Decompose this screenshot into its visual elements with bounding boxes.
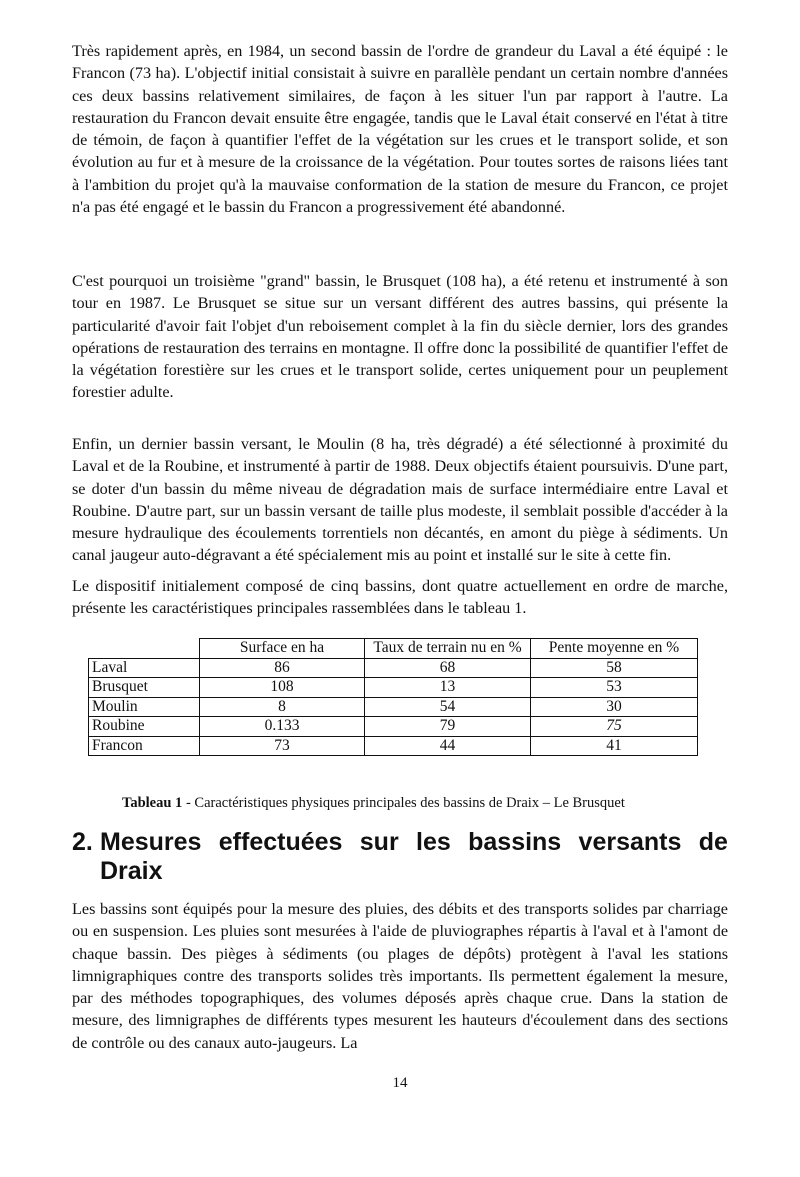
table-cell-slope: 58	[531, 658, 698, 678]
table-header-slope: Pente moyenne en %	[531, 639, 698, 659]
section-heading-word: bassins	[468, 828, 562, 856]
table-cell-basin: Francon	[89, 736, 200, 756]
table-cell-bare-ground: 13	[365, 678, 531, 698]
table-cell-slope: 41	[531, 736, 698, 756]
table-caption-text: - Caractéristiques physiques principales des bassins de Draix – Le Brusquet	[182, 795, 625, 811]
table-cell-basin: Moulin	[89, 697, 200, 717]
table-caption-label: Tableau 1	[122, 795, 183, 811]
table-cell-slope: 75	[531, 717, 698, 737]
table-header-empty	[89, 639, 200, 659]
table-header-surface: Surface en ha	[200, 639, 365, 659]
section-heading-line2: Draix	[100, 857, 163, 885]
table-cell-bare-ground: 54	[365, 697, 531, 717]
table-cell-basin: Roubine	[89, 717, 200, 737]
table-row	[89, 678, 698, 698]
table-cell-surface: 86	[200, 658, 365, 678]
table-cell-slope: 30	[531, 697, 698, 717]
table-cell-bare-ground: 44	[365, 736, 531, 756]
table-cell-basin: Laval	[89, 658, 200, 678]
section-heading	[72, 828, 728, 886]
section-heading-word: effectuées	[218, 828, 343, 856]
table-cell-bare-ground: 79	[365, 717, 531, 737]
table-row	[89, 658, 698, 678]
section-heading-word: 2. Mesures	[72, 828, 202, 856]
table-cell-surface: 73	[200, 736, 365, 756]
paragraph-moulin: Enfin, un dernier bassin versant, le Moulin (8 ha, très dégradé) a été sélectionné à proximité du Laval et de la Roubine, et instrumenté à partir de 1988. Deux objectifs étaient poursuivis. D'une part, se doter d'un bassin du même niveau de dégradation mais de surface intermédiaire entre Laval et Roubine. D'autre part, sur un bassin versant de taille plus modeste, il semblait possible d'accéder à la mesure hydraulique des écoulements torrentiels non décantés, en amont du piège à sédiments. Un canal jaugeur auto-dégravant a été spécialement mis au point et installé sur le site à cette fin.	[72, 435, 728, 565]
section-heading-word: sur	[359, 828, 399, 856]
table-row	[89, 717, 698, 737]
table-cell-slope: 53	[531, 678, 698, 698]
paragraph-dispositif: Le dispositif initialement composé de cinq bassins, dont quatre actuellement en ordre de marche, présente les caractéristiques principales rassemblées dans le tableau 1.	[72, 577, 728, 618]
section-heading-word: de	[698, 828, 728, 856]
table-caption	[122, 792, 625, 814]
table-header-bare-ground: Taux de terrain nu en %	[365, 639, 531, 659]
table-row	[89, 697, 698, 717]
section-heading-word: les	[416, 828, 451, 856]
table-cell-surface: 0.133	[200, 717, 365, 737]
paragraph-francon: Très rapidement après, en 1984, un second bassin de l'ordre de grandeur du Laval a été équipé : le Francon (73 ha). L'objectif initial consistait à suivre en parallèle pendant un certain nombre d'années ces deux bassins relativement similaires, de façon à les situer l'un par rapport à l'autre. La restauration du Francon devait ensuite être engagée, tandis que le Laval était conservé en l'état à titre de témoin, de façon à quantifier l'effet de la végétation sur les crues et le transport solide, et son évolution au fur et à mesure de la croissance de la végétation. Pour toutes sortes de raisons liées tant à l'ambition du projet qu'à la mauvaise conformation de la station de mesure du Francon, ce projet n'a pas été engagé et le bassin du Francon a progressivement été abandonné.	[72, 42, 728, 217]
basin-characteristics-table	[88, 638, 698, 756]
paragraph-mesures: Les bassins sont équipés pour la mesure des pluies, des débits et des transports solides par charriage ou en suspension. Les pluies sont mesurées à l'aide de pluviographes répartis à l'aval et à l'amont de chaque bassin. Des pièges à sédiments (ou plages de dépôts) protègent à l'aval les stations limnigraphiques contre des transports solides très importants. Ils permettent également la mesure, par des méthodes topographiques, des volumes déposés après chaque crue. Dans la station de mesure, des limnigraphes de différents types mesurent les hauteurs d'écoulement dans des sections de contrôle ou des canaux auto-jaugeurs. La	[72, 900, 728, 1052]
section-heading-word: versants	[578, 828, 682, 856]
table-cell-bare-ground: 68	[365, 658, 531, 678]
section-number: 2.	[72, 828, 93, 856]
page-number: 14	[392, 1075, 408, 1091]
section-heading-line1	[72, 828, 728, 857]
table-header-row	[89, 639, 698, 659]
paragraph-brusquet: C'est pourquoi un troisième "grand" bassin, le Brusquet (108 ha), a été retenu et instrumenté à son tour en 1987. Le Brusquet se situe sur un versant différent des autres bassins, qui présente la particularité d'avoir fait l'objet d'un reboisement complet à la fin du siècle dernier, lors des grandes opérations de restauration des terrains en montagne. Il offre donc la possibilité de quantifier l'effet de la végétation forestière sur les crues et le transport solide, certes uniquement pour un peuplement forestier adulte.	[72, 272, 728, 402]
table-cell-basin: Brusquet	[89, 678, 200, 698]
table-cell-surface: 8	[200, 697, 365, 717]
table-row	[89, 736, 698, 756]
table-cell-surface: 108	[200, 678, 365, 698]
